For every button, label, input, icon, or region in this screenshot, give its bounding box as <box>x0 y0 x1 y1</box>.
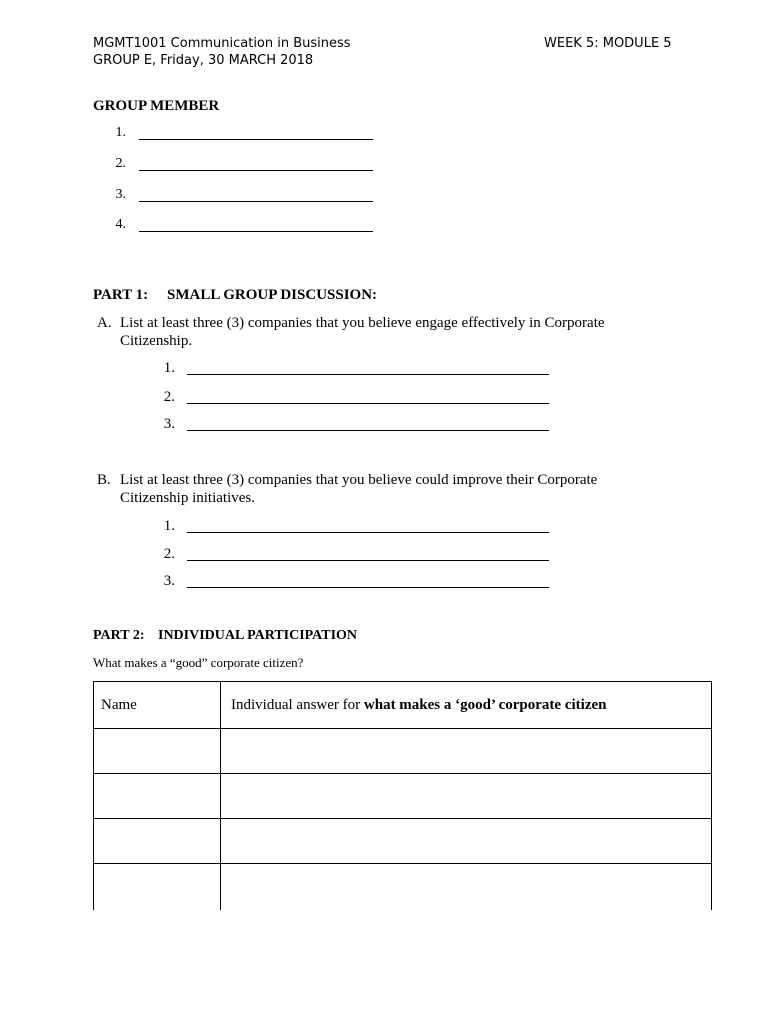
group-member-line-1[interactable] <box>100 125 380 143</box>
item-number: 1. <box>163 518 175 534</box>
part1-label: PART 1: <box>93 287 149 303</box>
question-a-line-1[interactable] <box>150 360 552 378</box>
answer-column-header <box>221 682 712 729</box>
blank-line <box>187 532 549 533</box>
table-row <box>94 729 712 774</box>
blank-line <box>139 139 373 140</box>
question-b-letter: B. <box>97 472 111 488</box>
item-number: 2. <box>163 546 175 562</box>
table-row <box>94 774 712 819</box>
item-number: 2. <box>163 389 175 405</box>
table-header-row <box>94 682 712 729</box>
group-member-line-2[interactable] <box>100 156 380 174</box>
part1-title: SMALL GROUP DISCUSSION: <box>167 287 378 303</box>
blank-line <box>187 560 549 561</box>
blank-line <box>187 587 549 588</box>
group-member-heading: GROUP MEMBER <box>93 98 220 114</box>
question-a-line-3[interactable] <box>150 416 552 434</box>
name-cell[interactable] <box>94 729 221 774</box>
answer-cell[interactable] <box>221 774 712 819</box>
question-a-line-2[interactable] <box>150 389 552 407</box>
blank-line <box>139 231 373 232</box>
table-row <box>94 819 712 864</box>
part2-question: What makes a “good” corporate citizen? <box>93 655 304 670</box>
question-a-text-line1: List at least three (3) companies that you believe engage effectively in Corporate <box>120 315 605 331</box>
name-cell[interactable] <box>94 774 221 819</box>
blank-line <box>187 430 549 431</box>
question-b-text-line1: List at least three (3) companies that you believe could improve their Corporate <box>120 472 598 488</box>
answer-header-prefix: Individual answer for <box>231 696 364 713</box>
question-b-text-line2: Citizenship initiatives. <box>120 490 255 506</box>
answer-cell[interactable] <box>221 864 712 911</box>
part2-title: INDIVIDUAL PARTICIPATION <box>158 628 358 643</box>
week-module-label: WEEK 5: MODULE 5 <box>544 36 672 51</box>
answer-cell[interactable] <box>221 729 712 774</box>
course-title: MGMT1001 Communication in Business <box>93 36 351 51</box>
item-number: 3. <box>115 187 126 202</box>
question-a-letter: A. <box>97 315 112 331</box>
group-date-line: GROUP E, Friday, 30 MARCH 2018 <box>93 53 314 68</box>
item-number: 3. <box>163 573 175 589</box>
blank-line <box>139 170 373 171</box>
blank-line <box>187 374 549 375</box>
item-number: 2. <box>115 156 126 171</box>
answer-header-bold: what makes a ‘good’ corporate citizen <box>363 696 607 713</box>
question-b-line-1[interactable] <box>150 518 552 536</box>
question-b-line-2[interactable] <box>150 546 552 564</box>
blank-line <box>139 201 373 202</box>
question-b-line-3[interactable] <box>150 573 552 591</box>
group-member-line-3[interactable] <box>100 187 380 205</box>
part2-label: PART 2: <box>93 628 145 643</box>
blank-line <box>187 403 549 404</box>
participation-table <box>93 681 712 910</box>
question-a-text-line2: Citizenship. <box>120 333 193 349</box>
answer-cell[interactable] <box>221 819 712 864</box>
name-column-header: Name <box>94 682 221 729</box>
name-cell[interactable] <box>94 819 221 864</box>
name-cell[interactable] <box>94 864 221 911</box>
item-number: 3. <box>163 416 175 432</box>
item-number: 4. <box>115 217 126 232</box>
item-number: 1. <box>115 125 126 140</box>
item-number: 1. <box>163 360 175 376</box>
table-row <box>94 864 712 911</box>
group-member-line-4[interactable] <box>100 217 380 235</box>
